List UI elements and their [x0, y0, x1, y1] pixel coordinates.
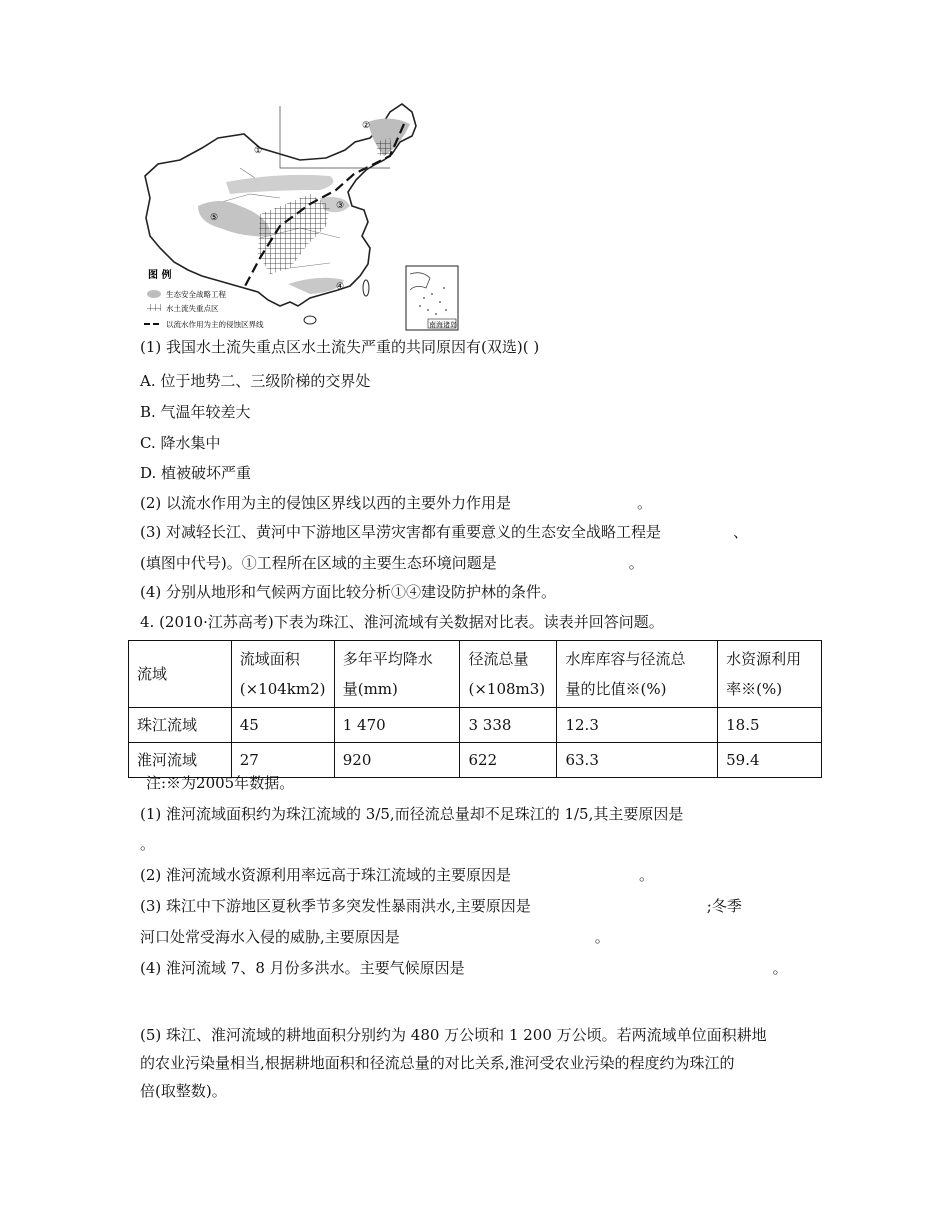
- table-cell: 18.5: [718, 708, 822, 743]
- sub1-line1: (1) 淮河流域面积约为珠江流域的 3/5,而径流总量却不足珠江的 1/5,其主要原因是: [140, 805, 684, 823]
- legend-item-boundary: 以流水作用为主的侵蚀区界线: [166, 320, 264, 329]
- sub3-line2: 河口处常受海水入侵的威胁,主要原因是 。: [140, 928, 610, 946]
- inset-label: 南海诸岛: [429, 321, 457, 329]
- q1-option-a: A. 位于地势二、三级阶梯的交界处: [140, 372, 371, 390]
- table-header-row: [129, 641, 822, 708]
- table-cell: 63.3: [557, 743, 718, 778]
- q3-line1: (3) 对减轻长江、黄河中下游地区旱涝灾害都有重要意义的生态安全战略工程是 、: [140, 523, 749, 541]
- q1-option-c: C. 降水集中: [140, 434, 221, 452]
- sub1-line2: 。: [140, 835, 156, 853]
- sub3-line1: (3) 珠江中下游地区夏秋季节多突发性暴雨洪水,主要原因是 ;冬季: [140, 897, 742, 915]
- sub5-line1: (5) 珠江、淮河流域的耕地面积分别约为 480 万公顷和 1 200 万公顷。若两流域单位面积耕地: [140, 1026, 767, 1044]
- q1-option-b: B. 气温年较差大: [140, 403, 251, 421]
- table-header-cell: 流域: [129, 641, 232, 708]
- marker-1: ①: [254, 146, 263, 156]
- q1-text: (1) 我国水土流失重点区水土流失严重的共同原因有(双选)( ): [140, 338, 540, 356]
- china-map-svg: [140, 98, 470, 338]
- table-cell: 淮河流域: [129, 743, 232, 778]
- marker-4: ④: [336, 282, 345, 292]
- q3-line2: (填图中代号)。①工程所在区域的主要生态环境问题是 。: [140, 554, 644, 572]
- sub2-text: (2) 淮河流域水资源利用率远高于珠江流域的主要原因是 。: [140, 866, 655, 884]
- china-map-figure: [140, 98, 470, 338]
- table-row: [129, 708, 822, 743]
- table-header-cell: 水库库容与径流总 量的比值※(%): [557, 641, 718, 708]
- marker-3: ③: [336, 201, 345, 211]
- table-note: 注:※为2005年数据。: [146, 774, 295, 792]
- table-cell: 27: [231, 743, 334, 778]
- table-header-cell: 径流总量 (×108m3): [460, 641, 557, 708]
- legend-item-erosion: 水土流失重点区: [166, 304, 219, 313]
- table-header-cell: 流域面积 (×104km2): [231, 641, 334, 708]
- sub5-line3: 倍(取整数)。: [140, 1082, 227, 1100]
- table-cell: 珠江流域: [129, 708, 232, 743]
- legend-title: 图 例: [148, 270, 172, 281]
- table-header-cell: 水资源利用 率※(%): [718, 641, 822, 708]
- q4-text: (4) 分别从地形和气候两方面比较分析①④建设防护林的条件。: [140, 583, 557, 601]
- marker-2: ②: [362, 121, 371, 131]
- legend-item-eco: 生态安全战略工程: [166, 290, 226, 299]
- marker-5: ⑤: [210, 213, 219, 223]
- sub4-text: (4) 淮河流域 7、8 月份多洪水。主要气候原因是 。: [140, 959, 788, 977]
- table-cell: 3 338: [460, 708, 557, 743]
- table-cell: 12.3: [557, 708, 718, 743]
- problem4-stem: 4. (2010·江苏高考)下表为珠江、淮河流域有关数据对比表。读表并回答问题。: [140, 613, 664, 631]
- q1-option-d: D. 植被破坏严重: [140, 464, 252, 482]
- table-header-cell: 多年平均降水 量(mm): [334, 641, 460, 708]
- table-cell: 1 470: [334, 708, 460, 743]
- table-cell: 45: [231, 708, 334, 743]
- table-cell: 920: [334, 743, 460, 778]
- table-cell: 622: [460, 743, 557, 778]
- q2-text: (2) 以流水作用为主的侵蚀区界线以西的主要外力作用是 。: [140, 494, 653, 512]
- sub5-line2: 的农业污染量相当,根据耕地面积和径流总量的对比关系,淮河受农业污染的程度约为珠江的: [140, 1054, 735, 1072]
- river-basin-table: [128, 640, 822, 778]
- table-cell: 59.4: [718, 743, 822, 778]
